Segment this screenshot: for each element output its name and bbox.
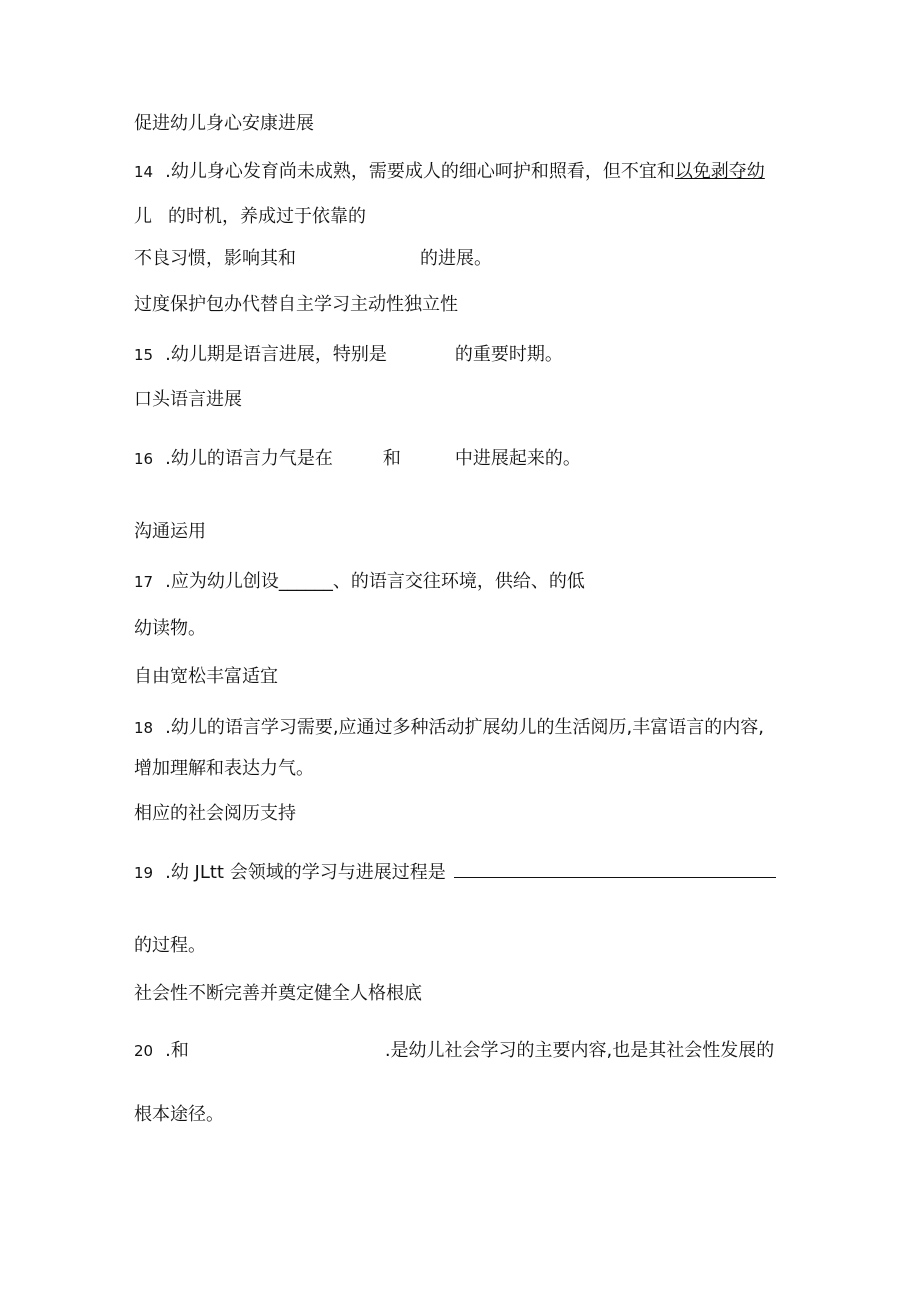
question-17-line-2: 幼读物。 [134,618,206,639]
question-16 [134,448,581,470]
question-number: 17 [134,573,154,591]
question-14-line-1 [134,161,765,183]
question-text: 的重要时期。 [454,344,563,365]
question-text: 的时机，养成过于依靠的 [168,206,366,227]
answer-14: 过度保护包办代替自主学习主动性独立性 [134,294,458,315]
question-text: .幼 JLtt 会领域的学习与进展过程是 [165,862,446,883]
question-text: .应为幼儿创设 [165,571,279,592]
question-text: .是幼儿社会学习的主要内容,也是其社会性发展的 [384,1040,775,1061]
question-text: .幼儿的语言力气是在 [165,448,333,469]
blank: ______ [278,571,333,592]
question-14-line-2 [134,206,366,228]
question-20-line-2: 根本途径。 [134,1104,224,1125]
answer-19: 社会性不断完善并奠定健全人格根底 [134,983,422,1004]
question-18-line-2: 增加理解和表达力气。 [134,758,314,779]
question-19-line-1 [134,862,776,884]
question-number: 16 [134,450,154,468]
question-18-line-1 [134,717,764,739]
question-number: 15 [134,346,154,364]
question-number: 18 [134,719,154,737]
question-text: .幼儿的语言学习需要,应通过多种活动扩展幼儿的生活阅历,丰富语言的内容, [165,717,764,738]
question-text: .幼儿身心发育尚未成熟，需要成人的细心呵护和照看，但不宜和 [165,161,675,182]
question-number: 14 [134,163,154,181]
answer-13: 促进幼儿身心安康进展 [134,113,314,134]
question-14-line-3 [134,248,492,270]
answer-17: 自由宽松丰富适宜 [134,666,278,687]
question-text: 和 [382,448,401,469]
question-number: 19 [134,864,154,882]
question-15 [134,344,563,366]
question-number: 20 [134,1042,154,1060]
underlined-text: 以免剥夺幼 [674,161,765,182]
question-20-line-1 [134,1040,774,1062]
question-text: 儿 [134,206,152,227]
question-text: .幼儿期是语言进展，特别是 [165,344,387,365]
question-text: 中进展起来的。 [454,448,581,469]
question-19-line-2: 的过程。 [134,935,206,956]
answer-18: 相应的社会阅历支持 [134,803,296,824]
answer-16: 沟通运用 [134,521,206,542]
question-text: 的进展。 [420,248,492,269]
question-text: 不良习惯，影响其和 [134,248,296,269]
question-17-line-1 [134,571,585,593]
question-text: .和 [165,1040,189,1061]
question-text: 、的语言交往环境，供给、的低 [332,571,585,592]
answer-15: 口头语言进展 [134,389,242,410]
answer-blank-line [454,877,776,878]
